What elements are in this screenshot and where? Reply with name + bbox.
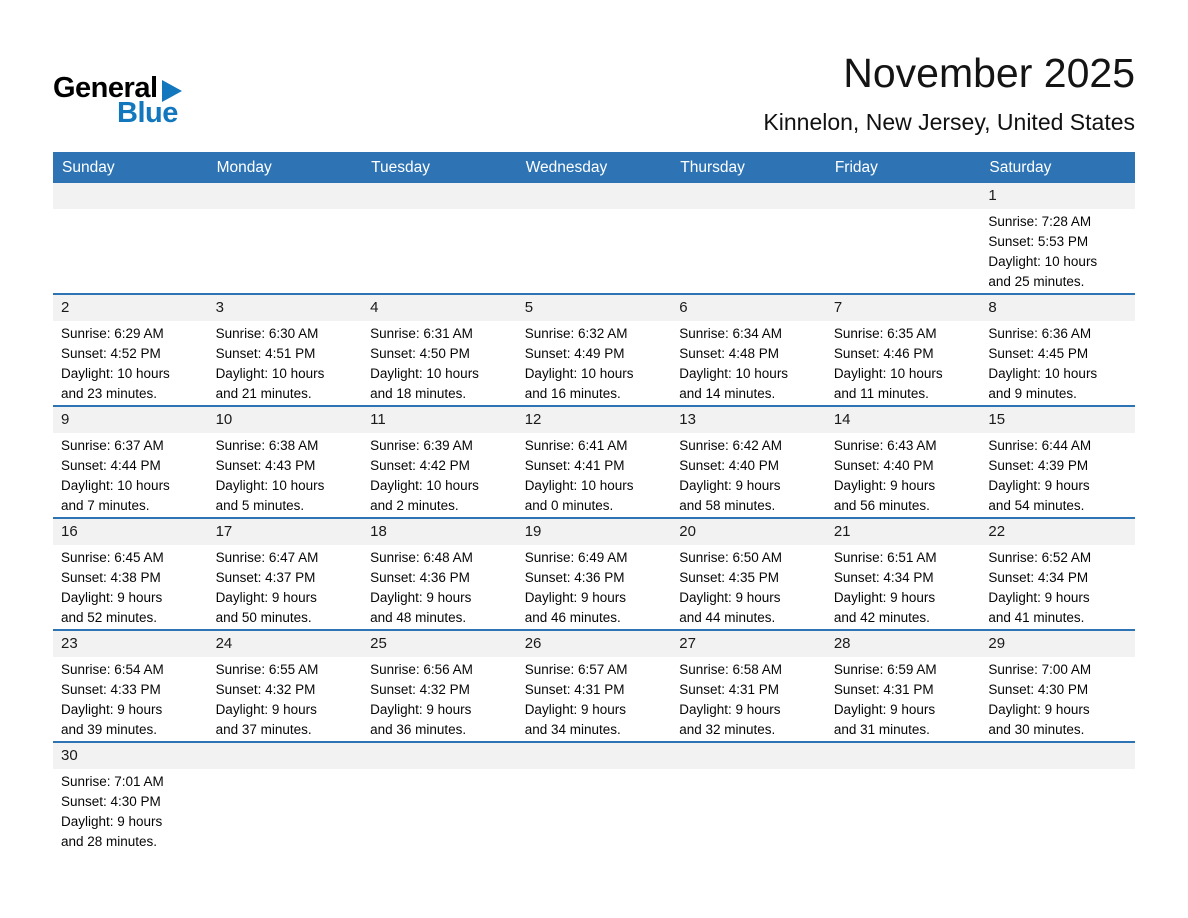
detail-line: Daylight: 9 hours [61,702,163,717]
day-cell [826,630,981,742]
detail-line: Sunrise: 6:29 AM [61,326,164,341]
detail-line: Sunset: 4:38 PM [61,570,161,585]
detail-line: and 16 minutes. [524,386,621,401]
day-cell [671,518,826,630]
detail-line: Sunset: 4:41 PM [524,458,625,473]
day-details [980,321,1135,404]
day-details [208,657,363,740]
detail-line: Sunrise: 6:30 AM [215,326,319,341]
detail-line: Daylight: 9 hours [370,590,472,605]
logo-word-blue: Blue [117,97,178,129]
detail-line: Sunset: 4:44 PM [61,458,161,473]
detail-line: Sunrise: 6:35 AM [833,326,937,341]
detail-line: Sunset: 4:52 PM [61,346,161,361]
detail-line: Sunset: 4:49 PM [524,346,625,361]
detail-line: Sunset: 4:34 PM [988,570,1089,585]
weekday-header-row [53,152,1135,183]
detail-line: Daylight: 10 hours [524,366,634,381]
detail-line: and 11 minutes. [833,386,929,401]
detail-line: Sunset: 4:50 PM [370,346,470,361]
day-details [53,321,208,404]
day-details [53,545,208,628]
detail-line: Sunset: 4:40 PM [679,458,780,473]
detail-line: Daylight: 10 hours [988,254,1098,269]
detail-line: Sunset: 4:43 PM [215,458,316,473]
day-details [53,657,208,740]
day-details [826,657,981,740]
detail-line: Daylight: 9 hours [215,702,317,717]
detail-line: Sunset: 4:39 PM [988,458,1089,473]
empty-day-cell [826,742,981,853]
day-details [517,545,672,628]
detail-line: Sunset: 4:37 PM [215,570,316,585]
day-number: 11 [362,407,517,433]
detail-line: Daylight: 10 hours [370,366,479,381]
day-cell [671,294,826,406]
day-number: 21 [826,519,981,545]
day-number: 22 [980,519,1135,545]
detail-line: Sunrise: 6:59 AM [833,662,937,677]
empty-day-band [671,183,826,209]
empty-day-cell [517,183,672,294]
detail-line: Sunrise: 6:49 AM [524,550,628,565]
detail-line: Sunrise: 6:41 AM [524,438,628,453]
day-cell [208,518,363,630]
detail-line: Daylight: 10 hours [988,366,1098,381]
day-cell [362,518,517,630]
day-details [980,209,1135,292]
detail-line: and 32 minutes. [679,722,776,737]
detail-line: Daylight: 9 hours [61,590,163,605]
day-number: 26 [517,631,672,657]
empty-day-band [517,743,672,769]
empty-day-cell [517,742,672,853]
empty-day-band [208,743,363,769]
detail-line: Sunrise: 6:34 AM [679,326,783,341]
day-details [362,433,517,516]
day-details [517,657,672,740]
detail-line: Daylight: 10 hours [679,366,789,381]
day-number: 6 [671,295,826,321]
detail-line: Sunset: 5:53 PM [988,234,1089,249]
detail-line: Daylight: 10 hours [370,478,479,493]
day-details [53,769,208,852]
day-details [671,657,826,740]
day-number: 16 [53,519,208,545]
detail-line: Sunset: 4:36 PM [524,570,625,585]
detail-line: Sunset: 4:31 PM [524,682,625,697]
empty-day-band [517,183,672,209]
detail-line: Daylight: 10 hours [833,366,943,381]
detail-line: Sunrise: 6:45 AM [61,550,164,565]
detail-line: and 52 minutes. [61,610,158,625]
empty-day-band [362,183,517,209]
detail-line: Daylight: 10 hours [215,478,325,493]
detail-line: Daylight: 10 hours [215,366,325,381]
detail-line: Daylight: 10 hours [61,478,170,493]
day-cell [980,518,1135,630]
week-row [53,183,1135,294]
empty-day-cell [208,183,363,294]
day-cell [208,294,363,406]
day-number: 7 [826,295,981,321]
detail-line: Daylight: 9 hours [679,590,781,605]
detail-line: Daylight: 9 hours [61,814,163,829]
day-number: 29 [980,631,1135,657]
detail-line: and 46 minutes. [524,610,621,625]
day-details [517,321,672,404]
empty-day-cell [980,742,1135,853]
day-cell [517,630,672,742]
detail-line: and 23 minutes. [61,386,158,401]
day-number: 14 [826,407,981,433]
detail-line: Sunrise: 6:47 AM [215,550,319,565]
day-number: 28 [826,631,981,657]
detail-line: Sunset: 4:46 PM [833,346,934,361]
day-number: 20 [671,519,826,545]
day-number: 19 [517,519,672,545]
detail-line: Sunset: 4:31 PM [833,682,934,697]
detail-line: Sunset: 4:34 PM [833,570,934,585]
detail-line: and 0 minutes. [524,498,614,513]
detail-line: Sunset: 4:32 PM [370,682,470,697]
day-number: 1 [980,183,1135,209]
detail-line: Sunrise: 6:38 AM [215,438,319,453]
week-row [53,742,1135,853]
day-details [208,545,363,628]
week-row [53,406,1135,518]
detail-line: Sunrise: 6:55 AM [215,662,319,677]
detail-line: Sunset: 4:45 PM [988,346,1089,361]
day-number: 10 [208,407,363,433]
page-header [0,0,1188,136]
detail-line: Daylight: 9 hours [679,702,781,717]
detail-line: Sunrise: 6:37 AM [61,438,164,453]
detail-line: Sunrise: 7:00 AM [988,662,1092,677]
detail-line: Sunrise: 6:56 AM [370,662,473,677]
day-cell [53,294,208,406]
empty-day-cell [671,742,826,853]
day-cell [980,406,1135,518]
detail-line: Sunrise: 6:58 AM [679,662,783,677]
detail-line: Daylight: 9 hours [988,590,1090,605]
day-number: 15 [980,407,1135,433]
day-number: 3 [208,295,363,321]
detail-line: Sunset: 4:33 PM [61,682,161,697]
day-number: 2 [53,295,208,321]
day-cell [517,294,672,406]
day-number: 5 [517,295,672,321]
detail-line: and 28 minutes. [61,834,158,849]
detail-line: Daylight: 10 hours [61,366,170,381]
day-number: 27 [671,631,826,657]
detail-line: Sunset: 4:42 PM [370,458,470,473]
empty-day-cell [362,183,517,294]
empty-day-band [826,743,981,769]
empty-day-cell [53,183,208,294]
day-number: 9 [53,407,208,433]
detail-line: Sunset: 4:51 PM [215,346,316,361]
day-details [671,433,826,516]
detail-line: Daylight: 9 hours [988,702,1090,717]
day-details [208,321,363,404]
detail-line: and 50 minutes. [215,610,312,625]
empty-day-band [208,183,363,209]
day-number: 13 [671,407,826,433]
detail-line: and 48 minutes. [370,610,467,625]
detail-line: and 34 minutes. [524,722,621,737]
day-details [980,433,1135,516]
day-cell [53,742,208,853]
detail-line: Sunrise: 6:43 AM [833,438,937,453]
day-cell [208,406,363,518]
weekday-header-saturday: Saturday [980,152,1135,183]
detail-line: Sunset: 4:36 PM [370,570,470,585]
day-cell [517,406,672,518]
day-cell [53,630,208,742]
month-title: November 2025 [843,50,1135,96]
detail-line: Daylight: 9 hours [833,702,936,717]
detail-line: Daylight: 9 hours [679,478,781,493]
day-number: 23 [53,631,208,657]
detail-line: and 2 minutes. [370,498,459,513]
day-cell [362,630,517,742]
empty-day-cell [362,742,517,853]
day-cell [980,183,1135,294]
empty-day-band [362,743,517,769]
week-row [53,630,1135,742]
day-cell [671,630,826,742]
day-number: 18 [362,519,517,545]
day-number: 8 [980,295,1135,321]
detail-line: Sunset: 4:30 PM [988,682,1089,697]
day-details [980,545,1135,628]
empty-day-cell [671,183,826,294]
detail-line: Sunset: 4:40 PM [833,458,934,473]
day-details [208,433,363,516]
day-cell [980,630,1135,742]
empty-day-band [826,183,981,209]
detail-line: Sunrise: 6:42 AM [679,438,783,453]
day-cell [517,518,672,630]
day-cell [826,406,981,518]
detail-line: Daylight: 10 hours [524,478,634,493]
day-details [826,545,981,628]
detail-line: and 5 minutes. [215,498,305,513]
day-cell [980,294,1135,406]
location-subtitle: Kinnelon, New Jersey, United States [763,109,1135,135]
detail-line: and 7 minutes. [61,498,150,513]
calendar-table [53,152,1135,853]
day-cell [826,294,981,406]
detail-line: and 42 minutes. [833,610,930,625]
day-details [362,545,517,628]
day-cell [362,406,517,518]
detail-line: Sunset: 4:48 PM [679,346,780,361]
week-row [53,294,1135,406]
detail-line: Sunrise: 7:01 AM [61,774,164,789]
empty-day-band [53,183,208,209]
detail-line: and 44 minutes. [679,610,776,625]
detail-line: and 36 minutes. [370,722,467,737]
detail-line: Daylight: 9 hours [524,590,626,605]
day-details [826,433,981,516]
weekday-header-thursday: Thursday [671,152,826,183]
day-number: 24 [208,631,363,657]
detail-line: and 9 minutes. [988,386,1077,401]
day-details [826,321,981,404]
weekday-header-wednesday: Wednesday [517,152,672,183]
day-details [362,321,517,404]
detail-line: Sunset: 4:31 PM [679,682,780,697]
detail-line: Daylight: 9 hours [833,478,936,493]
detail-line: and 31 minutes. [833,722,930,737]
detail-line: Sunrise: 6:51 AM [833,550,937,565]
detail-line: Sunrise: 7:28 AM [988,214,1092,229]
day-number: 17 [208,519,363,545]
detail-line: and 58 minutes. [679,498,776,513]
detail-line: Daylight: 9 hours [370,702,472,717]
weekday-header-sunday: Sunday [53,152,208,183]
logo-text-general: General [53,72,158,104]
day-number: 4 [362,295,517,321]
detail-line: Sunrise: 6:44 AM [988,438,1092,453]
day-cell [208,630,363,742]
detail-line: and 41 minutes. [988,610,1085,625]
detail-line: Sunset: 4:30 PM [61,794,161,809]
day-details [671,545,826,628]
day-details [671,321,826,404]
weekday-header-monday: Monday [208,152,363,183]
detail-line: and 37 minutes. [215,722,312,737]
empty-day-band [671,743,826,769]
day-cell [53,518,208,630]
detail-line: Daylight: 9 hours [524,702,626,717]
day-cell [826,518,981,630]
empty-day-cell [208,742,363,853]
day-cell [671,406,826,518]
weekday-header-friday: Friday [826,152,981,183]
detail-line: Daylight: 9 hours [833,590,936,605]
day-details [53,433,208,516]
detail-line: and 54 minutes. [988,498,1085,513]
week-row [53,518,1135,630]
title-block [763,50,1135,136]
detail-line: and 39 minutes. [61,722,158,737]
detail-line: and 18 minutes. [370,386,467,401]
detail-line: Sunrise: 6:39 AM [370,438,473,453]
empty-day-cell [826,183,981,294]
day-details [980,657,1135,740]
detail-line: and 21 minutes. [215,386,312,401]
empty-day-band [980,743,1135,769]
detail-line: Sunrise: 6:50 AM [679,550,783,565]
detail-line: Sunrise: 6:57 AM [524,662,628,677]
day-cell [53,406,208,518]
day-details [517,433,672,516]
day-cell [362,294,517,406]
detail-line: Sunrise: 6:31 AM [370,326,473,341]
detail-line: Sunrise: 6:48 AM [370,550,473,565]
detail-line: Daylight: 9 hours [215,590,317,605]
weekday-header-tuesday: Tuesday [362,152,517,183]
day-number: 12 [517,407,672,433]
detail-line: Sunrise: 6:54 AM [61,662,164,677]
general-blue-logo [53,74,182,128]
day-number: 30 [53,743,208,769]
detail-line: and 25 minutes. [988,274,1085,289]
day-details [362,657,517,740]
detail-line: Sunset: 4:32 PM [215,682,316,697]
detail-line: and 56 minutes. [833,498,930,513]
detail-line: and 14 minutes. [679,386,776,401]
detail-line: Sunset: 4:35 PM [679,570,780,585]
detail-line: Sunrise: 6:52 AM [988,550,1092,565]
detail-line: and 30 minutes. [988,722,1085,737]
detail-line: Sunrise: 6:32 AM [524,326,628,341]
day-number: 25 [362,631,517,657]
detail-line: Sunrise: 6:36 AM [988,326,1092,341]
detail-line: Daylight: 9 hours [988,478,1090,493]
